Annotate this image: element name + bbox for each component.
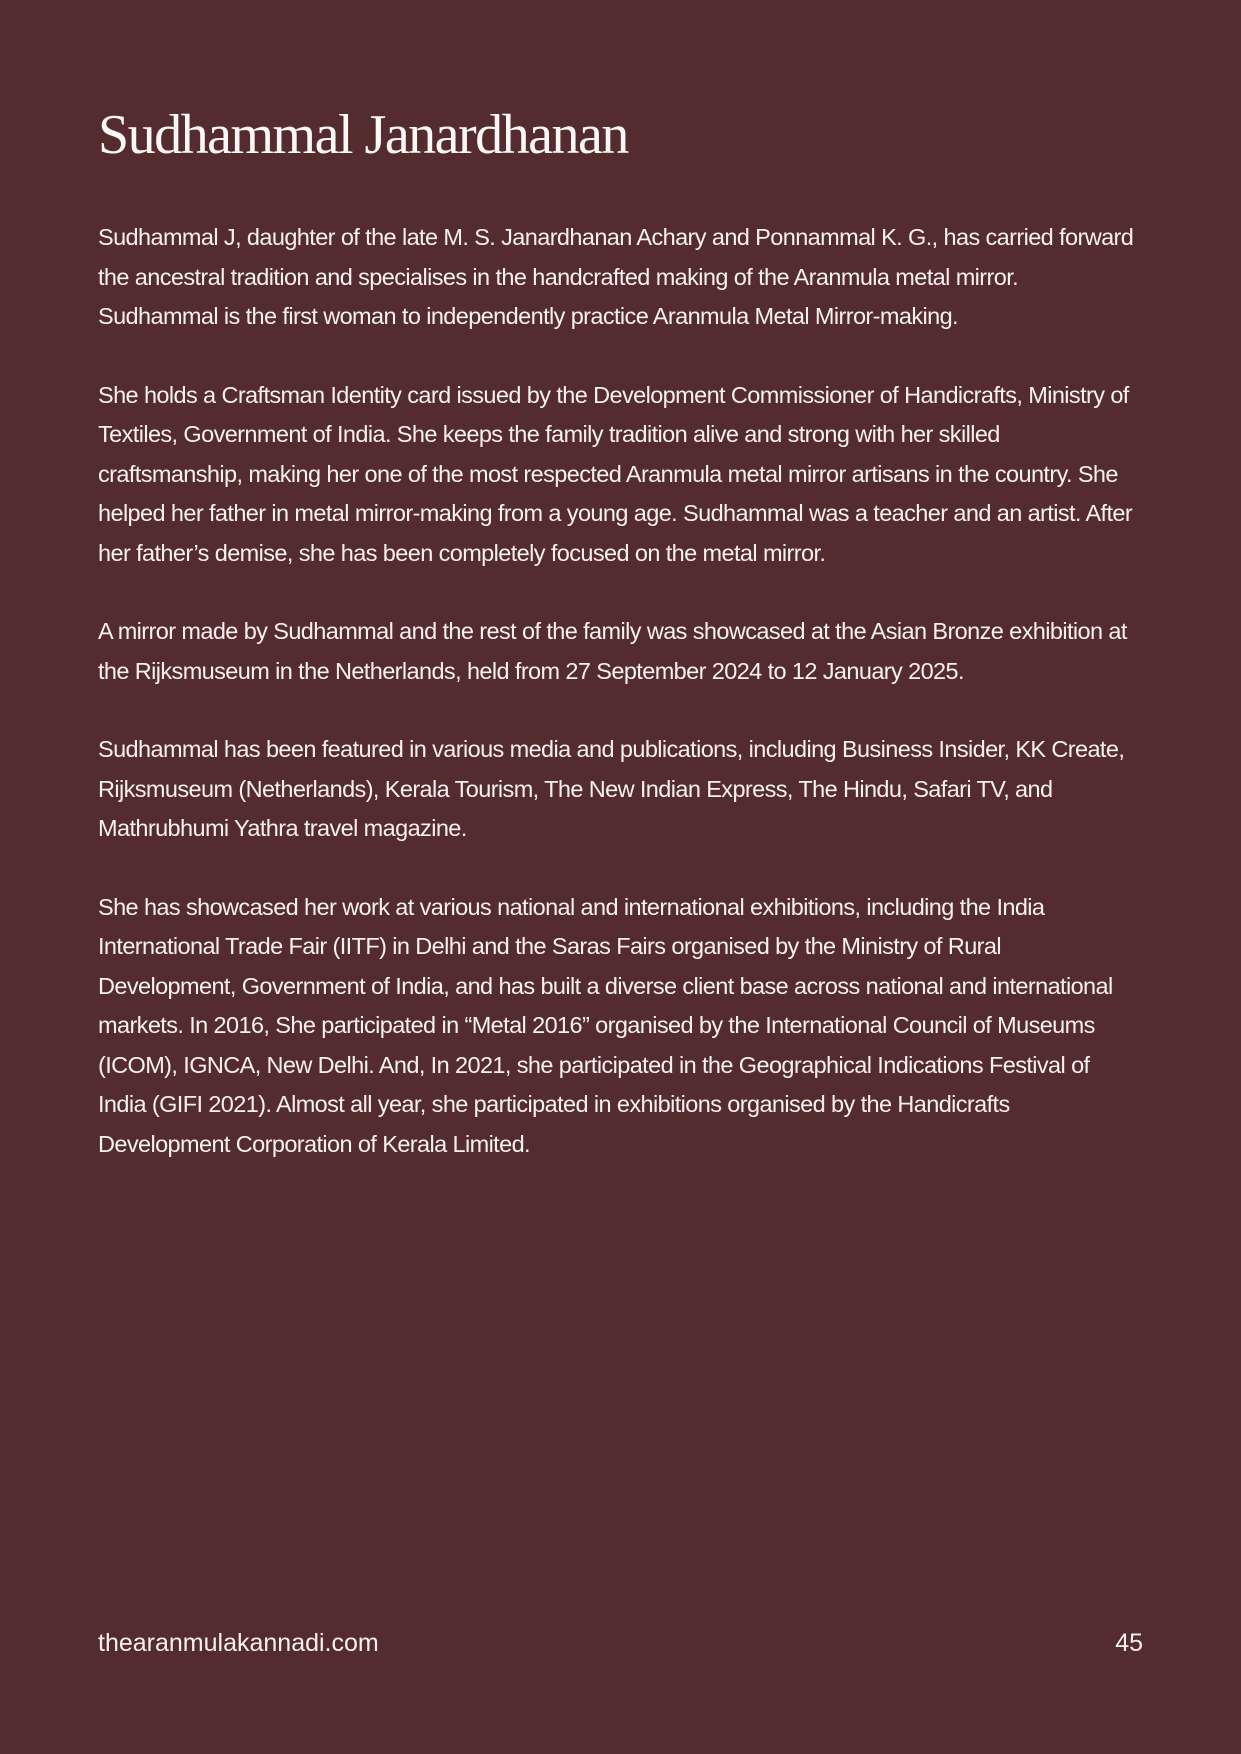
page-title: Sudhammal Janardhanan <box>98 104 628 166</box>
paragraph-craftsman-identity: She holds a Craftsman Identity card issued by the Development Commissioner of Handicrafts, Ministry of Textiles, Government of India. She keeps the family tradition alive and strong with her skilled craftsmanship, making her one of the most respected Aranmula metal mirror artisans in the country. She helped her father in metal mirror-making from a young age. Sudhammal was a teacher and an artist. After her father’s demise, she has been completely focused on the metal mirror. <box>98 381 1133 566</box>
footer-website: thearanmulakannadi.com <box>98 1629 379 1657</box>
document-page <box>98 0 1143 1754</box>
paragraph-biography-intro: Sudhammal J, daughter of the late M. S. Janardhanan Achary and Ponnammal K. G., has carried forward the ancestral tradition and specialises in the handcrafted making of the Aranmula metal mirror. Sudhammal is the first woman to independently practice Aranmula Metal Mirror-making. <box>98 224 1134 329</box>
paragraph-rijksmuseum-exhibition: A mirror made by Sudhammal and the rest of the family was showcased at the Asian Bronze exhibition at the Rijksmuseum in the Netherlands, held from 27 September 2024 to 12 January 2025. <box>98 618 1127 684</box>
page-number: 45 <box>1115 1629 1143 1657</box>
paragraph-exhibitions: She has showcased her work at various national and international exhibitions, including the India International Trade Fair (IITF) in Delhi and the Saras Fairs organised by the Ministry of Rural Development, Government of India, and has built a diverse client base across national and international markets. In 2016, She participated in “Metal 2016” organised by the International Council of Museums (ICOM), IGNCA, New Delhi. And, In 2021, she participated in the Geographical Indications Festival of India (GIFI 2021). Almost all year, she participated in exhibitions organised by the Handicrafts Development Corporation of Kerala Limited. <box>98 893 1113 1157</box>
body-text <box>98 218 1143 1203</box>
paragraph-media-features: Sudhammal has been featured in various media and publications, including Business Insider, KK Create, Rijksmuseum (Netherlands), Kerala Tourism, The New Indian Express, The Hindu, Safari TV, and Mathrubhumi Yathra travel magazine. <box>98 736 1125 841</box>
